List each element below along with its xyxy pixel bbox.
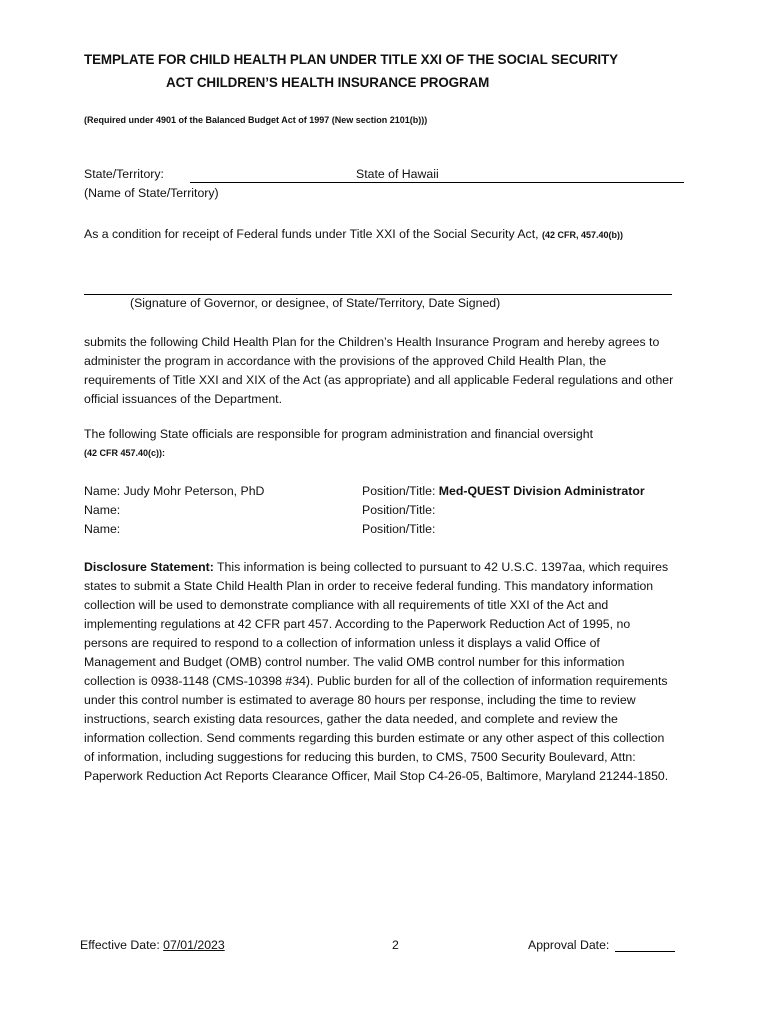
officials-titles (362, 484, 682, 541)
condition-statement (84, 225, 664, 245)
state-territory-row (84, 167, 684, 186)
document-title-line-2: ACT CHILDREN’S HEALTH INSURANCE PROGRAM (166, 75, 490, 90)
effective-date-value: 07/01/2023 (163, 938, 225, 952)
footer-approval-date (528, 938, 675, 952)
approval-date-blank (615, 938, 675, 952)
signature-caption: (Signature of Governor, or designee, of State/Territory, Date Signed) (130, 296, 501, 310)
position-label: Position/Title: (362, 503, 436, 517)
footer-effective-date (80, 938, 225, 952)
official-name-2: Name: (84, 503, 121, 517)
disclosure-statement (84, 558, 674, 786)
document-title-line-1: TEMPLATE FOR CHILD HEALTH PLAN UNDER TITLE XXI OF THE SOCIAL SECURITY (84, 52, 618, 67)
submits-paragraph: submits the following Child Health Plan for the Children’s Health Insurance Program and hereby agrees to administer the program in accordance with the provisions of the approved Child Health Plan, the requirements of Title XXI and XIX of the Act (as appropriate) and all applicable Federal regulations and other official issuances of the Department. (84, 335, 674, 406)
official-name-3: Name: (84, 522, 121, 536)
position-label: Position/Title: (362, 484, 439, 498)
disclosure-lead: Disclosure Statement: (84, 560, 214, 574)
officials-cfr: (42 CFR 457.40(c)): (84, 448, 166, 458)
official-name-1: Name: Judy Mohr Peterson, PhD (84, 484, 265, 498)
official-position-3 (362, 522, 682, 541)
signature-line (84, 294, 672, 295)
state-territory-underline (190, 182, 684, 183)
official-position-2 (362, 503, 682, 522)
page-number: 2 (392, 938, 399, 952)
state-territory-label: State/Territory: (84, 167, 164, 181)
officials-intro: The following State officials are responsible for program administration and financial oversight (84, 427, 593, 441)
state-territory-caption: (Name of State/Territory) (84, 186, 219, 200)
condition-text: As a condition for receipt of Federal funds under Title XXI of the Social Security Act, (84, 227, 542, 241)
effective-date-label: Effective Date: (80, 938, 164, 952)
condition-cfr: (42 CFR, 457.40(b)) (541, 230, 623, 240)
position-label: Position/Title: (362, 522, 436, 536)
approval-date-label: Approval Date: (528, 938, 613, 952)
state-territory-value: State of Hawaii (356, 167, 439, 181)
officials-names (84, 484, 354, 541)
document-subtitle: (Required under 4901 of the Balanced Budget Act of 1997 (New section 2101(b))) (84, 115, 428, 125)
position-value: Med-QUEST Division Administrator (438, 484, 645, 498)
official-position-1 (362, 484, 682, 503)
disclosure-text: This information is being collected to pursuant to 42 U.S.C. 1397aa, which requires states to submit a State Child Health Plan in order to receive federal funding. This mandatory information collection will be used to demonstrate compliance with all requirements of title XXI of the Act and implementing regulations at 42 CFR part 457. According to the Paperwork Reduction Act of 1995, no persons are required to respond to a collection of information unless it displays a valid Office of Management and Budget (OMB) control number. The valid OMB control number for this information collection is 0938-1148 (CMS-10398 #34). Public burden for all of the collection of information requirements under this control number is estimated to average 80 hours per response, including the time to review instructions, search existing data resources, gather the data needed, and complete and review the information collection. Send comments regarding this burden estimate or any other aspect of this collection of information, including suggestions for reducing this burden, to CMS, 7500 Security Boulevard, Attn: Paperwork Reduction Act Reports Clearance Officer, Mail Stop C4-26-05, Baltimore, Maryland 21244-1850. (84, 560, 669, 783)
